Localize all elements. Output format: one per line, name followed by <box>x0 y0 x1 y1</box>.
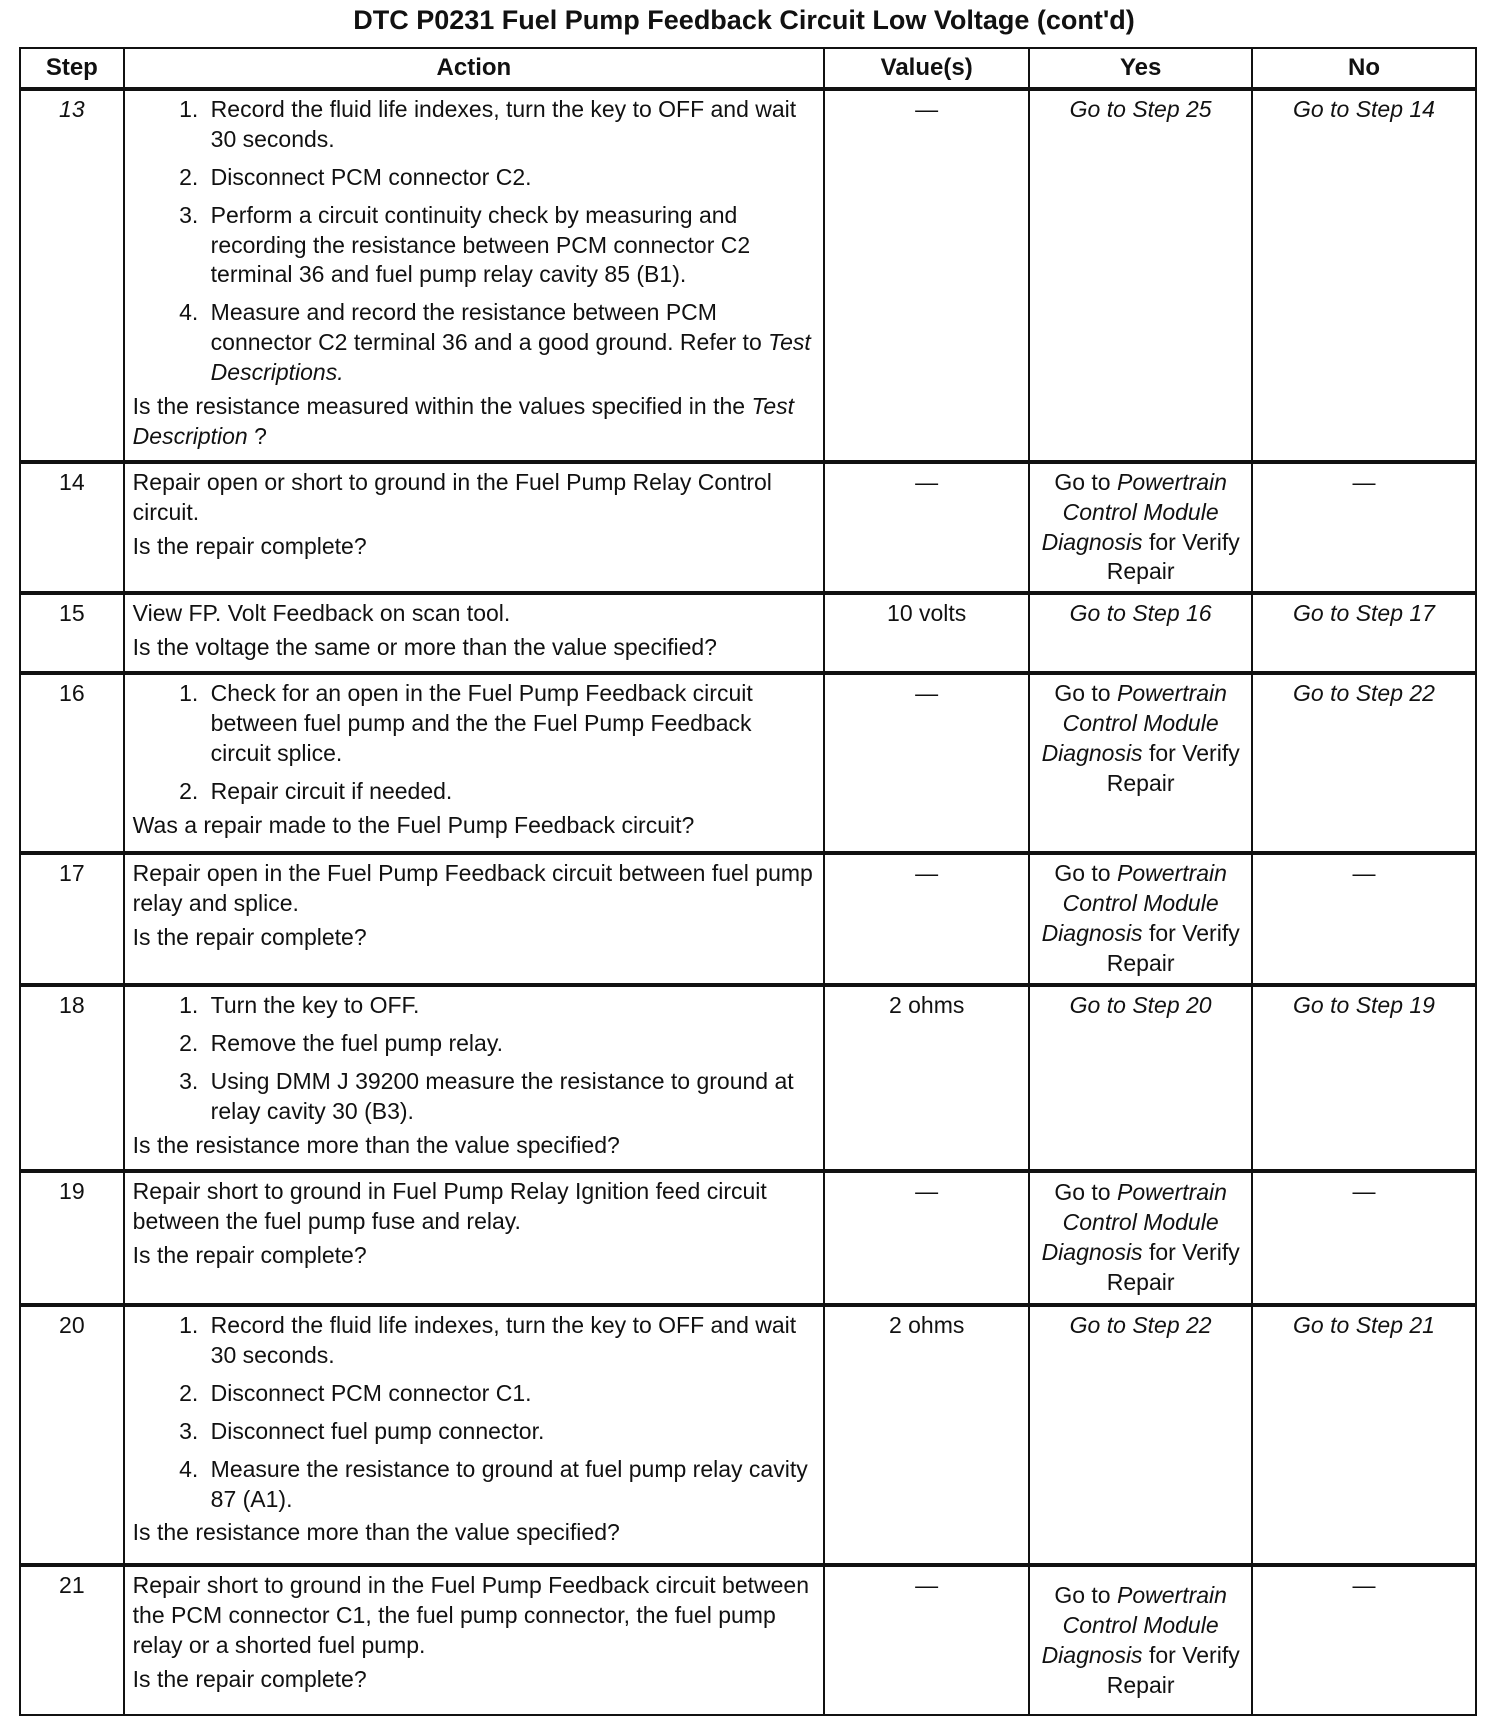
step-number: 19 <box>20 1171 124 1305</box>
step-number: 16 <box>20 673 124 853</box>
value-cell: 2 ohms <box>824 1305 1029 1565</box>
table-header-row <box>20 48 1476 89</box>
value-cell: — <box>824 853 1029 985</box>
no-cell <box>1252 985 1476 1171</box>
no-goto: Go to Step 22 <box>1293 680 1435 707</box>
action-question: Is the voltage the same or more than the value specified? <box>132 634 717 661</box>
action-item: 1. Check for an open in the Fuel Pump Feedback circuit between fuel pump and the the Fuel Pump Feedback circuit splice. <box>205 679 815 769</box>
step-number: 20 <box>20 1305 124 1565</box>
no-cell <box>1252 673 1476 853</box>
no-goto: Go to Step 19 <box>1293 992 1435 1019</box>
pcm-diagnosis-ref: Powertrain Control Module Diagnosis <box>1041 1581 1227 1668</box>
action-question: Is the repair complete? <box>132 923 367 950</box>
table-row <box>20 1171 1476 1305</box>
action-list <box>133 679 815 807</box>
action-list <box>133 991 815 1127</box>
for-text: for <box>1148 739 1176 766</box>
action-cell <box>124 1565 824 1715</box>
action-item: 3. Disconnect fuel pump connector. <box>205 1417 815 1447</box>
no-goto: Go to Step 14 <box>1293 96 1435 122</box>
no-cell <box>1252 89 1476 462</box>
action-cell <box>124 673 824 853</box>
action-item: 2. Disconnect PCM connector C1. <box>205 1379 815 1409</box>
action-item: 4. Measure the resistance to ground at fuel pump relay cavity 87 (A1). <box>205 1455 815 1515</box>
verify-repair-text: Verify Repair <box>1106 528 1240 585</box>
yes-cell <box>1029 853 1252 985</box>
action-list <box>133 95 815 388</box>
action-text: View FP. Volt Feedback on scan tool. <box>132 600 511 627</box>
action-text: Repair open or short to ground in the Fuel Pump Relay Control circuit. <box>132 468 772 525</box>
action-cell <box>124 593 824 673</box>
step-number: 15 <box>20 593 124 673</box>
table-row <box>20 985 1476 1171</box>
yes-cell <box>1029 462 1252 594</box>
no-goto: Go to Step 17 <box>1293 600 1435 627</box>
pcm-diagnosis-ref: Powertrain Control Module Diagnosis <box>1041 468 1227 555</box>
action-question: Is the resistance more than the value specified? <box>132 1131 620 1158</box>
goto-text: Go to <box>1054 1581 1111 1608</box>
verify-repair-text: Verify Repair <box>1106 920 1240 977</box>
action-text: Repair open in the Fuel Pump Feedback circuit between fuel pump relay and splice. <box>132 860 813 917</box>
verify-repair-text: Verify Repair <box>1106 1239 1240 1296</box>
action-item-text: Measure and record the resistance between PCM connector C2 terminal 36 and a good ground. Refer to <box>210 299 762 356</box>
action-cell <box>124 89 824 462</box>
page-title: DTC P0231 Fuel Pump Feedback Circuit Low Voltage (cont'd) <box>353 5 1135 35</box>
header-no: No <box>1252 48 1476 89</box>
value-cell: — <box>824 673 1029 853</box>
action-cell <box>124 462 824 594</box>
header-action: Action <box>124 48 824 89</box>
no-cell: — <box>1252 462 1476 594</box>
action-cell <box>124 1171 824 1305</box>
verify-repair-text: Verify Repair <box>1106 739 1240 796</box>
action-question <box>133 392 815 452</box>
goto-text: Go to <box>1054 860 1111 887</box>
goto-text: Go to <box>1054 1179 1111 1206</box>
action-question: Is the repair complete? <box>132 1241 367 1268</box>
action-item: 1. Record the fluid life indexes, turn the key to OFF and wait 30 seconds. <box>205 1311 815 1371</box>
no-cell: — <box>1252 1171 1476 1305</box>
pcm-diagnosis-ref: Powertrain Control Module Diagnosis <box>1041 860 1227 947</box>
step-number: 13 <box>20 89 124 462</box>
yes-goto: Go to Step 20 <box>1069 992 1212 1019</box>
yes-cell <box>1029 1171 1252 1305</box>
value-cell: 2 ohms <box>824 985 1029 1171</box>
yes-cell <box>1029 673 1252 853</box>
yes-cell <box>1029 593 1252 673</box>
yes-cell <box>1029 1305 1252 1565</box>
question-mark: ? <box>254 422 267 449</box>
step-number: 14 <box>20 462 124 594</box>
header-step: Step <box>20 48 124 89</box>
test-description-ref: Test Description <box>132 393 795 449</box>
goto-text: Go to <box>1054 680 1111 707</box>
value-cell: — <box>824 1565 1029 1715</box>
yes-goto: Go to Step 22 <box>1069 1312 1212 1339</box>
action-question: Was a repair made to the Fuel Pump Feedback circuit? <box>132 811 695 838</box>
action-question: Is the resistance more than the value specified? <box>132 1519 620 1546</box>
no-goto: Go to Step 21 <box>1293 1312 1435 1339</box>
action-item: 3. Perform a circuit continuity check by measuring and recording the resistance between PCM connector C2 terminal 36 and fuel pump relay cavity 85 (B1). <box>205 201 815 291</box>
test-descriptions-ref: Test Descriptions. <box>210 329 811 386</box>
yes-cell <box>1029 89 1252 462</box>
no-cell: — <box>1252 1565 1476 1715</box>
step-number: 17 <box>20 853 124 985</box>
verify-repair-text: Verify Repair <box>1106 1641 1240 1698</box>
action-item: 2. Disconnect PCM connector C2. <box>205 163 815 193</box>
value-cell: — <box>824 89 1029 462</box>
table-row <box>20 1565 1476 1715</box>
table-row <box>20 1305 1476 1565</box>
for-text: for <box>1148 1641 1176 1668</box>
table-row <box>20 593 1476 673</box>
yes-cell <box>1029 985 1252 1171</box>
action-text: Repair short to ground in Fuel Pump Relay Ignition feed circuit between the fuel pump fuse and relay. <box>132 1178 767 1235</box>
for-text: for <box>1148 920 1176 947</box>
value-cell: — <box>824 1171 1029 1305</box>
action-item: 3. Using DMM J 39200 measure the resistance to ground at relay cavity 30 (B3). <box>205 1067 815 1127</box>
no-cell <box>1252 1305 1476 1565</box>
header-yes: Yes <box>1029 48 1252 89</box>
yes-goto: Go to Step 16 <box>1069 600 1212 627</box>
yes-goto: Go to Step 25 <box>1069 96 1212 122</box>
action-item <box>205 298 815 388</box>
table-row <box>20 673 1476 853</box>
yes-cell <box>1029 1565 1252 1715</box>
step-number: 21 <box>20 1565 124 1715</box>
goto-text: Go to <box>1054 468 1111 495</box>
diagnostic-table <box>19 47 1477 1716</box>
no-cell <box>1252 593 1476 673</box>
no-cell: — <box>1252 853 1476 985</box>
value-cell: — <box>824 462 1029 594</box>
action-cell <box>124 985 824 1171</box>
for-text: for <box>1148 528 1176 555</box>
action-item: 1. Turn the key to OFF. <box>205 991 815 1021</box>
table-row <box>20 462 1476 594</box>
step-number: 18 <box>20 985 124 1171</box>
pcm-diagnosis-ref: Powertrain Control Module Diagnosis <box>1041 680 1227 766</box>
action-text: Repair short to ground in the Fuel Pump Feedback circuit between the PCM connector C1, the fuel pump connector, the fuel pump relay or a shorted fuel pump. <box>132 1572 809 1658</box>
question-text: Is the resistance measured within the values specified in the <box>132 393 746 420</box>
table-row <box>20 853 1476 985</box>
action-item: 2. Remove the fuel pump relay. <box>205 1029 815 1059</box>
action-question: Is the repair complete? <box>132 1665 367 1692</box>
for-text: for <box>1148 1239 1176 1266</box>
pcm-diagnosis-ref: Powertrain Control Module Diagnosis <box>1041 1179 1227 1266</box>
header-values: Value(s) <box>824 48 1029 89</box>
action-list <box>133 1311 815 1514</box>
action-item: 1. Record the fluid life indexes, turn the key to OFF and wait 30 seconds. <box>205 95 815 155</box>
action-question: Is the repair complete? <box>132 532 367 559</box>
action-cell <box>124 853 824 985</box>
table-row <box>20 89 1476 462</box>
action-item: 2. Repair circuit if needed. <box>205 777 815 807</box>
action-cell <box>124 1305 824 1565</box>
value-cell: 10 volts <box>824 593 1029 673</box>
